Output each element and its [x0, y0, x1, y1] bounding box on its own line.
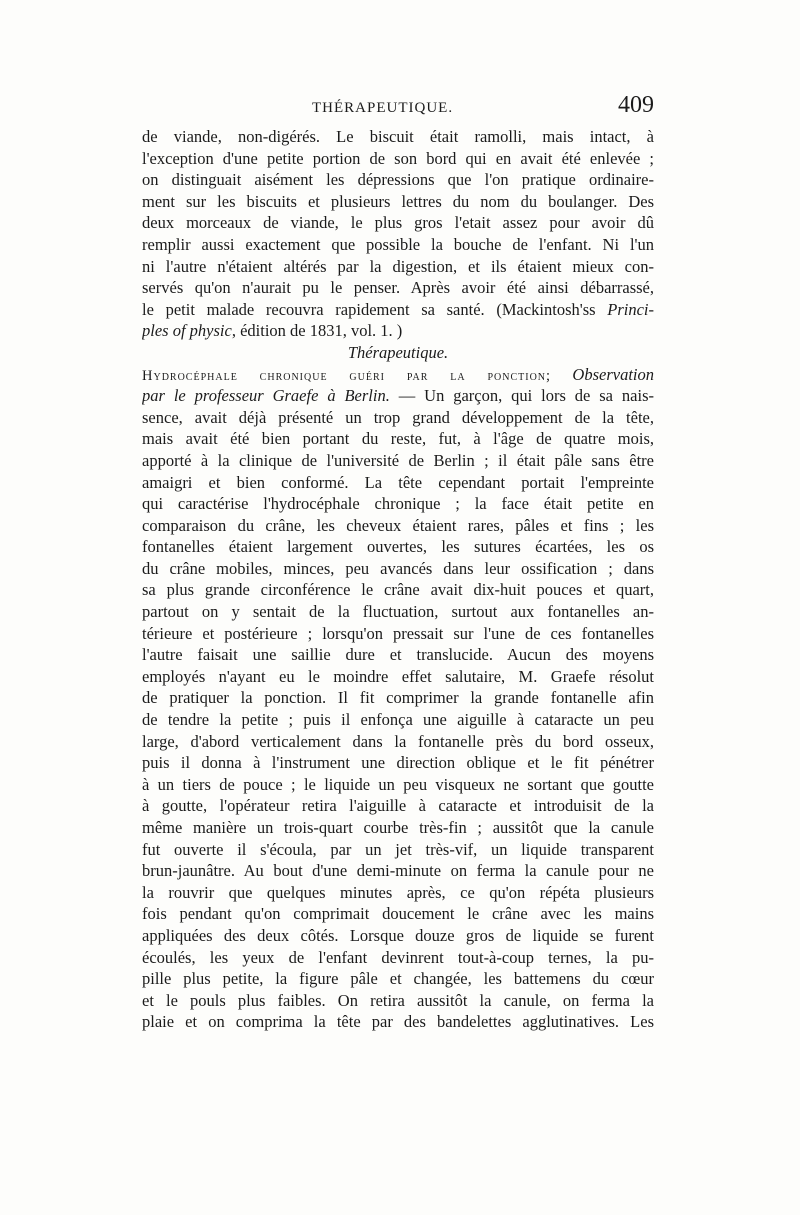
text-line: fontanelles étaient largement ouvertes, les sutures écartées, les os	[142, 537, 654, 557]
text-line: l'autre faisait une saillie dure et translucide. Aucun des moyens	[142, 645, 654, 665]
article-byline-line	[142, 385, 654, 407]
text-line: deux morceaux de viande, le plus gros l'etait assez pour avoir dû	[142, 213, 654, 233]
text-line: de viande, non-digérés. Le biscuit était ramolli, mais intact, à	[142, 127, 654, 146]
text-line: à un tiers de pouce ; le liquide un peu visqueux ne sortant que goutte	[142, 774, 654, 794]
citation-author: le petit malade recouvra rapidement sa santé. (Mackintosh'ss	[142, 299, 596, 319]
text-line: pille plus petite, la figure pâle et changée, les battemens du cœur	[142, 969, 654, 989]
text-line-citation-end	[142, 320, 654, 342]
article-subtitle: Observation	[572, 364, 654, 384]
body-text	[142, 126, 654, 1033]
text-line: à goutte, l'opérateur retira l'aiguille à cataracte et introduisit de la	[142, 796, 654, 816]
text-line: appliquées des deux côtés. Lorsque douze gros de liquide se furent	[142, 925, 654, 945]
text-line: la rouvrir que quelques minutes après, ce qu'on répéta plusieurs	[142, 882, 654, 902]
text-line: apporté à la clinique de l'université de Berlin ; il était pâle sans être	[142, 450, 654, 470]
text-line: large, d'abord verticalement dans la fontanelle près du bord osseux,	[142, 731, 654, 751]
text-line: amaigri et bien conformé. La tête cependant portait l'empreinte	[142, 472, 654, 492]
running-head	[142, 92, 654, 124]
running-head-title: THÉRAPEUTIQUE.	[312, 100, 454, 116]
text-line: brun-jaunâtre. Au bout d'une demi-minute on ferma la canule pour ne	[142, 861, 654, 881]
text-line: térieure et postérieure ; lorsqu'on pressait sur l'une de ces fontanelles	[142, 623, 654, 643]
text-line: partout on y sentait de la fluctuation, surtout aux fontanelles an-	[142, 602, 654, 622]
text-line: comparaison du crâne, les cheveux étaient rares, pâles et fins ; les	[142, 515, 654, 535]
text-line: remplir aussi exactement que possible la bouche de l'enfant. Ni l'un	[142, 234, 654, 254]
text-line: qui caractérise l'hydrocéphale chronique ; la face était petite en	[142, 494, 654, 514]
text-line: de pratiquer la ponction. Il fit comprimer la grande fontanelle afin	[142, 688, 654, 708]
text-line: fut ouverte il s'écoula, par un jet très-vif, un liquide transparent	[142, 839, 654, 859]
text-line: servés qu'on n'aurait pu le penser. Après avoir été ainsi débarrassé,	[142, 278, 654, 298]
text-line: employés n'ayant eu le moindre effet salutaire, M. Graefe résolut	[142, 666, 654, 686]
text-line: on distinguait aisément les dépressions que l'on pratique ordinaire-	[142, 170, 654, 190]
text-line: de tendre la petite ; puis il enfonça une aiguille à cataracte un peu	[142, 710, 654, 730]
text-line: mais avait été bien portant du reste, fut, à l'âge de quatre mois,	[142, 429, 654, 449]
text-line: l'exception d'une petite portion de son bord qui en avait été enlevée ;	[142, 148, 654, 168]
citation-title-part-1: Princi-	[607, 299, 654, 319]
text-line: et le pouls plus faibles. On retira aussitôt la canule, on ferma la	[142, 990, 654, 1010]
citation-edition: , édition de 1831, vol. 1. )	[231, 321, 403, 341]
text-line: fois pendant qu'on comprimait doucement le crâne avec les mains	[142, 904, 654, 924]
text-line: ni l'autre n'étaient altérés par la digestion, et ils étaient mieux con-	[142, 256, 654, 276]
section-heading: Thérapeutique.	[347, 342, 449, 362]
article-byline: par le professeur Graefe à Berlin.	[142, 386, 390, 406]
text-line: même manière un trois-quart courbe très-fin ; aussitôt que la canule	[142, 818, 654, 837]
page-number: 409	[618, 92, 654, 118]
text-line: plaie et on comprima la tête par des bandelettes agglutinatives. Les	[142, 1012, 654, 1032]
citation-title-part-2: ples of physic	[142, 321, 232, 341]
text-line: du crâne mobiles, minces, peu avancés dans leur ossification ; dans	[142, 558, 654, 578]
text-line-citation	[142, 299, 654, 321]
article-opening: — Un garçon, qui lors de sa nais-	[398, 386, 654, 406]
text-line: sa plus grande circonférence le crâne avait dix-huit pouces et quart,	[142, 580, 654, 600]
article-title: Hydrocéphale chronique guéri par la ponction;	[142, 367, 552, 384]
text-line: ment sur les biscuits et plusieurs lettres du nom du boulanger. Des	[142, 191, 654, 211]
article-title-line	[142, 364, 654, 386]
text-line: sence, avait déjà présenté un trop grand développement de la tête,	[142, 407, 654, 427]
text-line: écoulés, les yeux de l'enfant devinrent tout-à-coup ternes, la pu-	[142, 947, 654, 967]
text-line: puis il donna à l'instrument une direction oblique et le fit pénétrer	[142, 753, 654, 773]
